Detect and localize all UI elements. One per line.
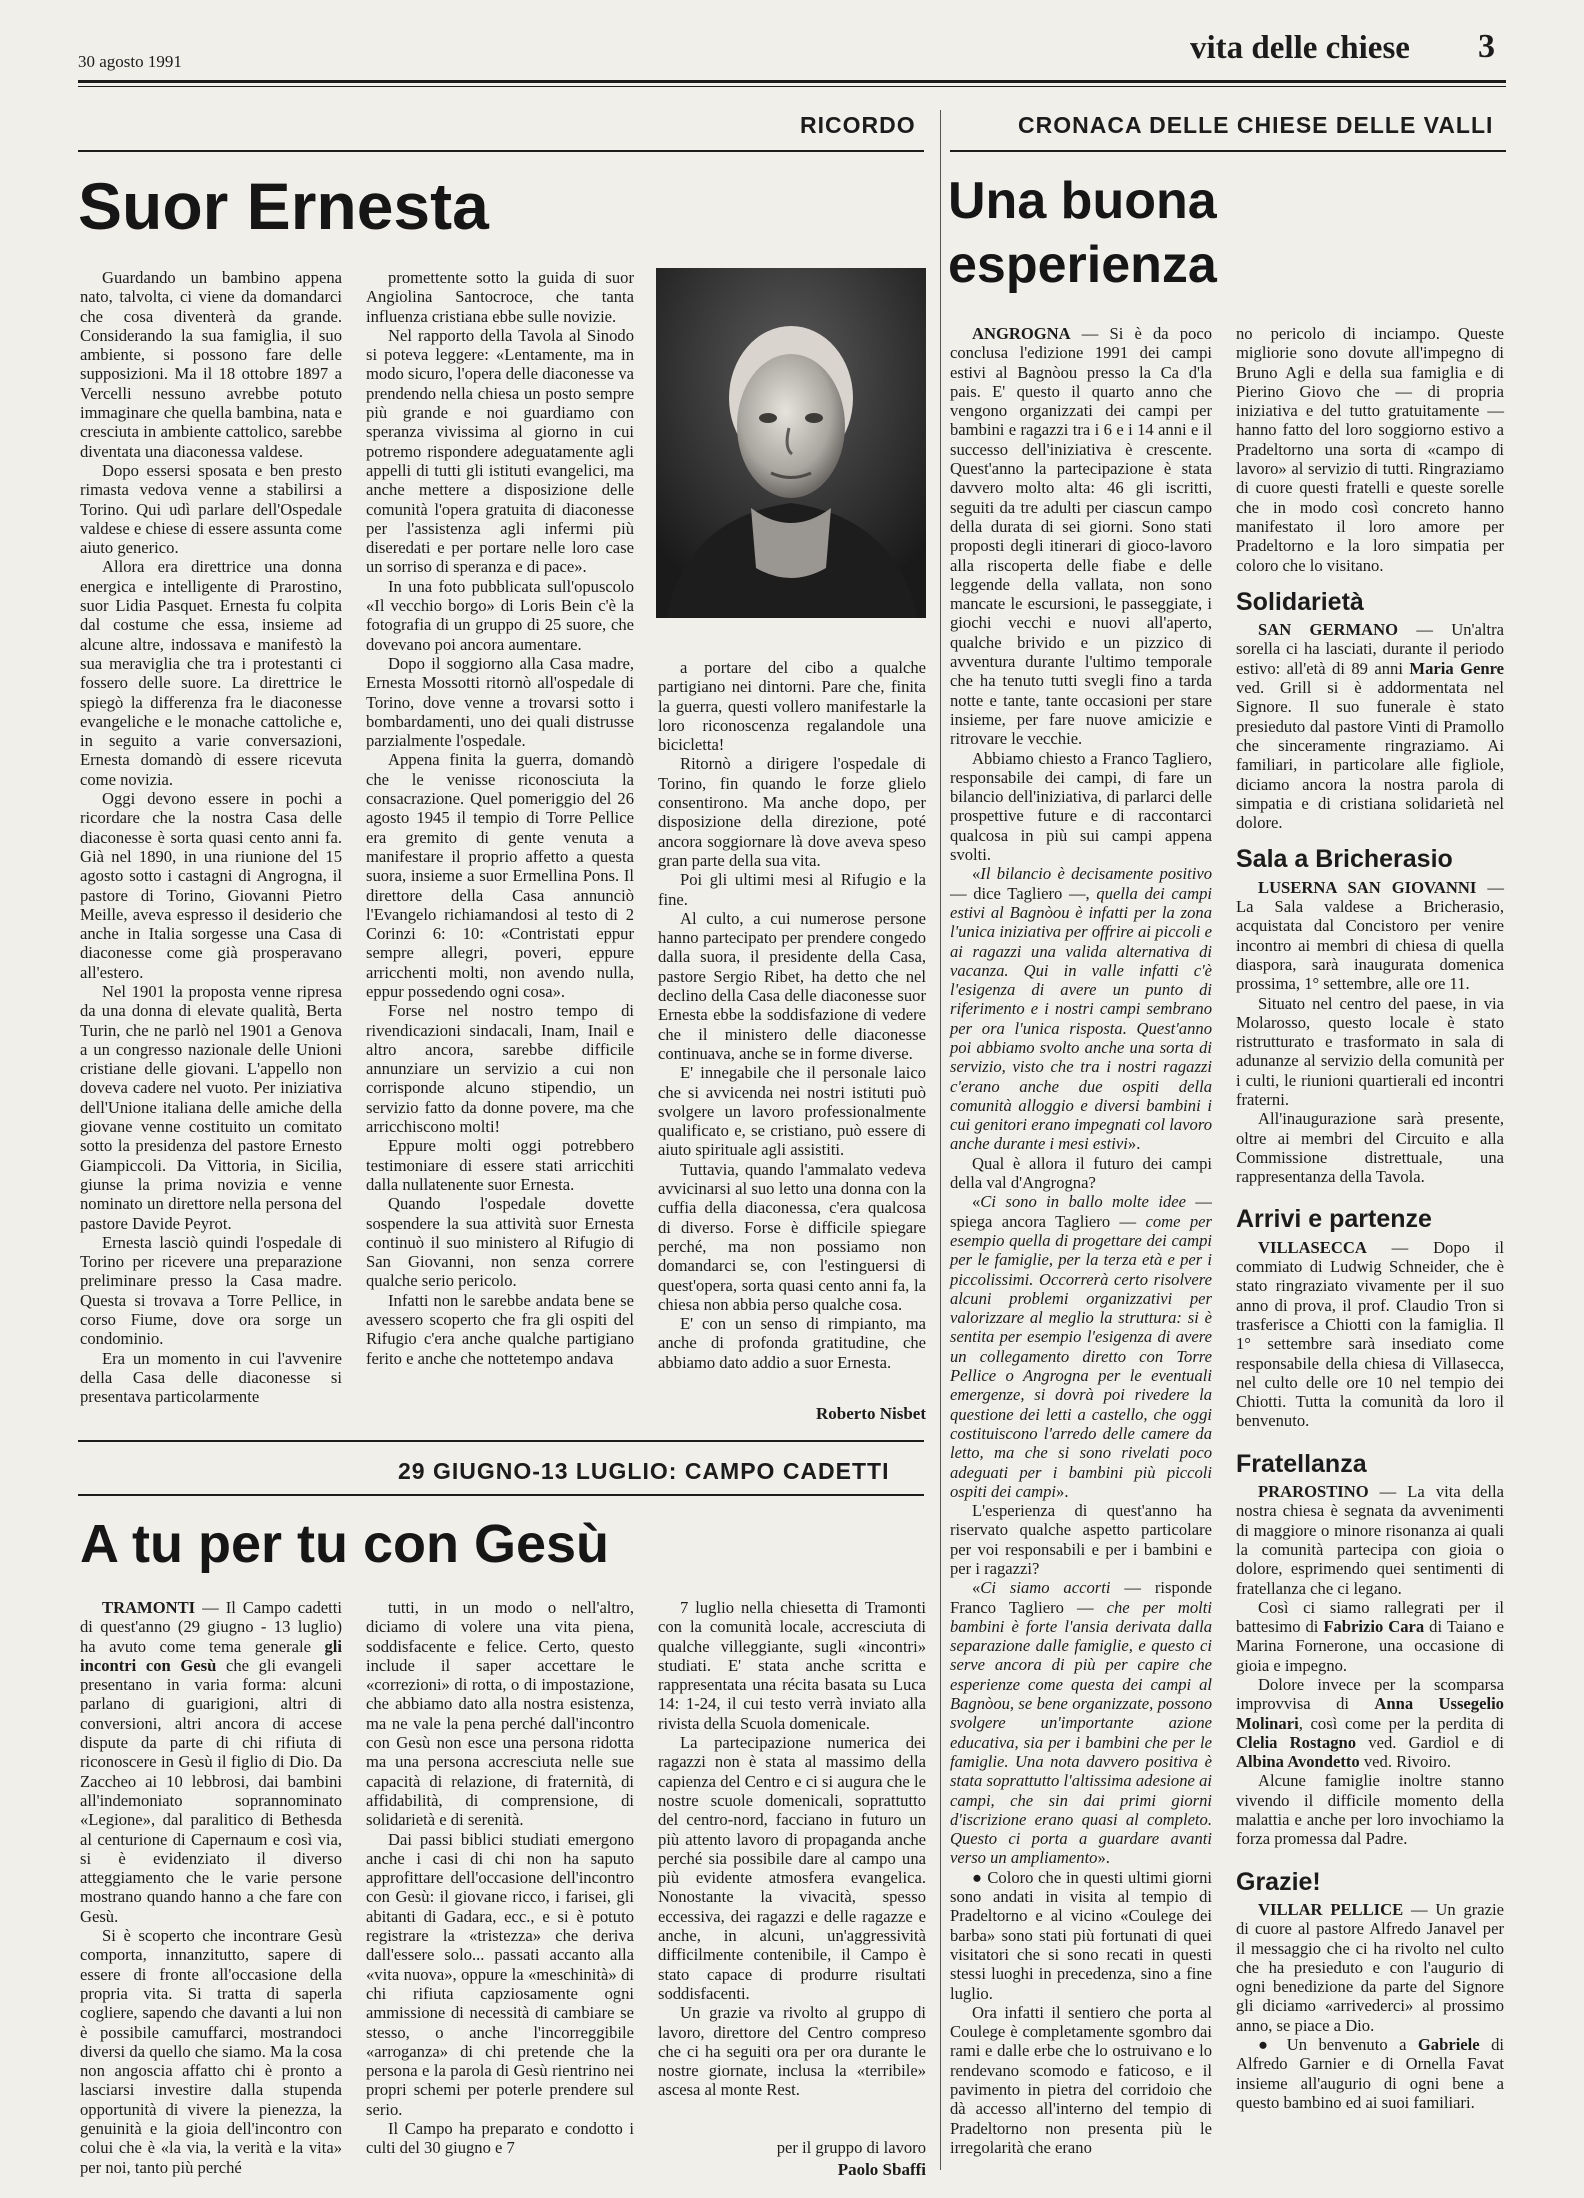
cronaca-paragraph: Abbiamo chiesto a Franco Tagliero, responsabile dei campi, di fare un bilancio dell'iniziativa, di parlarci delle prospettive future e di raccontarci qualcosa in più sui campi appena svolti. — [950, 748, 1212, 865]
grazie-title: Grazie! — [1236, 1867, 1321, 1896]
cronaca-title-line1: Una buona — [948, 172, 1217, 230]
ricordo-paragraph: Forse nel nostro tempo di rivendicazioni sindacali, Inam, Inail e altro ancora, sarebbe difficile annunziare un servizio a cui non corrisponde alcuno stipendio, un servizio fatto da donne povere, ma che arricchiscono molti! — [366, 1001, 634, 1137]
campo-top-rule — [78, 1440, 924, 1442]
cronaca-paragraph: Qual è allora il futuro dei campi della val d'Angrogna? — [950, 1153, 1212, 1193]
ricordo-paragraph: E' innegabile che il personale laico che si avvicenda nei nostri istituti può svolgere un lavoro professionalmente qualificato e, se cristiano, può essere di aiuto spirituale agli assistiti. — [658, 1063, 926, 1160]
cronaca-paragraph: Ora infatti il sentiero che porta al Coulege è completamente sgombro dai rami e dalle erbe che lo ostruivano e lo rendevano scomodo e faticoso, e il pavimento in pietra del corridoio che dà accesso all'interno del tempio di Pradeltorno non presenta più le irregolarità che erano — [950, 2002, 1212, 2157]
cronaca-kicker: CRONACA DELLE CHIESE DELLE VALLI — [1018, 112, 1494, 138]
ricordo-paragraph: Ernesta lasciò quindi l'ospedale di Torino per ricevere una preparazione preliminare presso la Casa madre. Questa si trovava a Torre Pellice, in corso Fiume, dove ora sorge un condominio. — [80, 1232, 342, 1349]
cronaca-paragraph: «Il bilancio è decisamente positivo — dice Tagliero —, quella dei campi estivi al Bagnòou è infatti per la zona l'unica iniziativa per offrire ai piccoli e ai ragazzi una valida alternativa di vacanza. Qui in valle infatti c'è l'esigenza di avere un punto di riferimento e i nostri campi sembrano per ora l'unica risposta. Quest'anno poi abbiamo svolto anche una sorta di servizio, visto che tra i nostri ragazzi c'erano anche due ospiti della comunità alloggio e diversi bambini i cui genitori erano impegnati col lavoro anche durante i mesi estivi». — [950, 864, 1212, 1154]
ricordo-col2 — [366, 268, 634, 1368]
masthead-rule-thin — [78, 86, 1506, 87]
fratellanza-title: Fratellanza — [1236, 1449, 1367, 1478]
ricordo-paragraph: Al culto, a cui numerose persone hanno partecipato per prendere congedo dalla suora, il presidente della Casa, pastore Sergio Ribet, ha detto che nel declino della Casa delle diaconesse suor Ernesta ebbe la soddisfazione di vedere che il ministero delle diaconesse continuava, anche se in forme diverse. — [658, 908, 926, 1063]
campo-kicker-rule — [78, 1494, 924, 1496]
ricordo-signature: Roberto Nisbet — [815, 1404, 926, 1423]
ricordo-paragraph: Quando l'ospedale dovette sospendere la sua attività suor Ernesta continuò il suo ministero al Rifugio di San Giovanni, non senza correre qualche serio pericolo. — [366, 1194, 634, 1291]
cronaca-kicker-rule — [950, 150, 1506, 152]
bricherasio-paragraph: LUSERNA SAN GIOVANNI — La Sala valdese a Bricherasio, acquistata dal Concistoro per venire incontro ai membri di chiesa di quella diaspora, sarà inaugurata domenica prossima, 1° settembre, alle ore 11. — [1236, 877, 1504, 994]
ricordo-paragraph: Poi gli ultimi mesi al Rifugio e la fine. — [658, 870, 926, 909]
campo-paragraph: TRAMONTI — Il Campo cadetti di quest'anno (29 giugno - 13 luglio) ha avuto come tema generale gli incontri con Gesù che gli evangeli presentano in varia forma: alcuni parlano di guarigioni, altri di conversioni, altri ancora di accese dispute da parte di chi rifiuta di riconoscere in Gesù il figlio di Dio. Da Zaccheo ai 10 lebbrosi, dai bambini all'indemoniato soprannominato «Legione», dal paralitico di Bethesda al centurione di Capernaum e così via, si è evidenziato il diverso atteggiamento che le varie persone mostrano quando hanno a che fare con Gesù. — [80, 1598, 342, 1926]
ricordo-paragraph: Guardando un bambino appena nato, talvolta, ci viene da domandarci che cosa diventerà da grande. Considerando la sua famiglia, il suo ambiente, si possono fare delle supposizioni. Ma il 18 ottobre 1897 a Vercelli nessuno avrebbe potuto immaginare che quella bambina, nata e cresciuta in ambiente cattolico, sarebbe diventata una diaconessa valdese. — [80, 268, 342, 461]
campo-paragraph: 7 luglio nella chiesetta di Tramonti con la comunità locale, accresciuta di qualche villeggiante, sugli «incontri» studiati. E' stata anche scritta e rappresentata una récita basata su Luca 14: 1-24, il cui testo verrà inviato alla rivista della Scuola domenicale. — [658, 1598, 926, 1733]
ricordo-paragraph: Nel 1901 la proposta venne ripresa da una donna di elevate qualità, Berta Turin, che ne parlò nel 1901 a Genova a un congresso nazionale delle Unioni cristiane delle giovani. L'appello non doveva cadere nel vuoto. Per iniziativa dell'Unione italiana delle amiche della giovane venne costituito un comitato sotto la presidenza del pastore Ernesto Giampiccoli. Da Vittoria, in Sicilia, giunse la prima novizia e venne nominato un direttore nella persona del pastore Davide Peyrot. — [80, 981, 342, 1233]
cronaca-paragraph: L'esperienza di quest'anno ha riservato qualche aspetto particolare per voi responsabili e per i bambini e per i ragazzi? — [950, 1501, 1212, 1578]
bricherasio-paragraph: Situato nel centro del paese, in via Molarosso, questo locale è stato ristrutturato e trasformato in sala di adunanze al servizio della comunità per i culti, le riunioni quartierali ed incontri fraterni. — [1236, 993, 1504, 1109]
ricordo-paragraph: Tuttavia, quando l'ammalato vedeva avvicinarsi al suo letto una donna con la cuffia della diaconessa, c'era qualcosa di diverso. Forse è difficile spiegare perché, ma non possiamo non domandarci se, con l'estinguersi di quest'opera, sorta quasi cento anni fa, la chiesa non abbia perso qualche cosa. — [658, 1159, 926, 1314]
campo-paragraph: Dai passi biblici studiati emergono anche i casi di chi non ha saputo approfittare dell'occasione dell'incontro con Gesù: il giovane ricco, i farisei, gli abitanti di Gadara, ecc., e si è potuto registrare la «tristezza» che deriva dall'essere solo... passati accanto alla «vita nuova», oppure la «meschinità» di chi rifiuta capziosamente ogni ammissione di necessità di cambiare se stesso, o anche l'incorreggibile «arroganza» di chi pretende che la persona e la parola di Gesù rientrino nei propri schemi per poterle prendere sul serio. — [366, 1829, 634, 2119]
ricordo-paragraph: Ritornò a dirigere l'ospedale di Torino, fin quando le forze glielo consentirono. Ma anche dopo, per disposizione della direzione, poté ancora soggiornare là dove aveva speso gran parte della sua vita. — [658, 754, 926, 870]
ricordo-paragraph: a portare del cibo a qualche partigiano nei dintorni. Pare che, finita la guerra, questi vollero manifestarle la loro riconoscenza regalandole una bicicletta! — [658, 658, 926, 755]
ricordo-paragraph: Infatti non le sarebbe andata bene se avessero scoperto che fra gli ospiti del Rifugio c'era anche qualche partigiano ferito e anche che nottetempo andava — [366, 1290, 634, 1368]
campo-paragraph: Il Campo ha preparato e condotto i culti del 30 giugno e 7 — [366, 2119, 634, 2158]
arrivi-title: Arrivi e partenze — [1236, 1205, 1432, 1234]
solidarieta-paragraph: SAN GERMANO — Un'altra sorella ci ha lasciati, durante il periodo estivo: all'età di 89 anni Maria Genre ved. Grill si è addormentata nel Signore. Il suo funerale è stato presieduto dal pastore Vinti di Pramollo che sinceramente ringraziamo. Ai familiari, in particolare alle figliole, diciamo ancora la nostra parola di simpatia e di cristiana solidarietà nel dolore. — [1236, 620, 1505, 833]
fratellanza-paragraph: Dolore invece per la scomparsa improvvisa di Anna Ussegelio Molinari, così come per la perdita di Clelia Rostagno ved. Gardiol e di Albina Avondetto ved. Rivoiro. — [1236, 1675, 1504, 1772]
campo-paragraph: tutti, in un modo o nell'altro, diciamo di volere una vita piena, soddisfacente e felice. Certo, questo include il saper accettare le «correzioni» di rotta, o di impostazione, che abbiamo dato alla nostra esistenza, ma ne vale la pena perché dall'incontro con Gesù non esce una persona ridotta ma una persona accresciuta nelle sue capacità di relazione, di fraternità, di affidabilità, di comprensione, di solidarietà e di serenità. — [366, 1598, 634, 1830]
ricordo-paragraph: Eppure molti oggi potrebbero testimoniare di essere stati arricchiti dalla nullatenente suor Ernesta. — [366, 1136, 634, 1194]
ricordo-paragraph: Appena finita la guerra, domandò che le venisse riconosciuta la consacrazione. Quel pomeriggio del 26 agosto 1945 il tempio di Torre Pellice era gremito di gente venuta a manifestare il proprio affetto a questa suora, insieme a suor Ermellina Pons. Il direttore della Casa annunciò l'Evangelo richiamandosi al testo di 2 Corinzi 6: 10: «Contristati eppur sempre allegri, poveri, eppure arricchenti molti, non avendo nulla, eppur possedendo ogni cosa». — [366, 750, 634, 1001]
grazie-paragraph: ● Un benvenuto a Gabriele di Alfredo Garnier e di Ornella Favat insieme all'augurio di ogni bene a questo bambino ed ai suoi familiari. — [1236, 2035, 1504, 2112]
page-number: 3 — [1478, 28, 1495, 65]
campo-col1 — [80, 1598, 342, 2177]
campo-signature-line2: Paolo Sbaffi — [837, 2160, 926, 2179]
ricordo-paragraph: Dopo essersi sposata e ben presto rimasta vedova venne a stabilirsi a Torino. Qui udì parlare dell'Ospedale valdese e chiese di essere assunta come aiuto generico. — [80, 460, 342, 558]
ricordo-paragraph: In una foto pubblicata sull'opuscolo «Il vecchio borgo» di Loris Bein c'è la fotografia di un gruppo di 25 suore, che dovevano poi ancora aumentare. — [366, 576, 634, 654]
campo-kicker: 29 GIUGNO-13 LUGLIO: CAMPO CADETTI — [398, 1458, 890, 1484]
fratellanza-paragraph: Alcune famiglie inoltre stanno vivendo il difficile momento della malattia e anche per loro invochiamo la forza promessa dal Padre. — [1236, 1771, 1504, 1849]
arrivi-paragraph: VILLASECCA — Dopo il commiato di Ludwig Schneider, che è stato ringraziato vivamente per il suo anno di prova, il prof. Claudio Tron si trasferisce a Chiotti con la famiglia. Il 1° settembre sarà insediato come responsabile della chiesa di Villasecca, nel culto delle ore 10 nel tempio dei Chiotti. Tutta la comunità da loro il benvenuto. — [1236, 1237, 1504, 1431]
ricordo-col1 — [80, 268, 342, 1407]
ricordo-col3 — [658, 658, 926, 1372]
ricordo-paragraph: Allora era direttrice una donna energica e intelligente di Prarostino, suor Lidia Pasquet. Ernesta fu colpita dal costume che essa, insieme ad alcune altre, indossava e manifestò la sua meraviglia che tra i protestanti ci fossero delle suore. La direttrice le spiegò la differenza fra le diaconesse evangeliche e le monache cattoliche e, in seguito a varie conversazioni, Ernesta domandò di essere ricevuta come novizia. — [80, 557, 342, 789]
campo-signature-line1: per il gruppo di lavoro — [776, 2138, 926, 2157]
campo-title: A tu per tu con Gesù — [80, 1514, 610, 1574]
campo-paragraph: Si è scoperto che incontrare Gesù comporta, innanzitutto, sapere di essere di fronte all'occasione della propria vita. Si tratta di saperla cogliere, sapendo che davanti a lui non è possibile camuffarci, mostrandoci diversi da quello che siamo. Ma la cosa non angoscia affatto chi è pronto a lasciarsi investire dalla stupenda opportunità di vivere la pienezza, la genuinità e la gioia dell'incontro con colui che è «la via, la verità e la vita» per noi, tanto più perché — [80, 1926, 342, 2177]
ricordo-kicker-rule — [78, 150, 924, 152]
ricordo-paragraph: promettente sotto la guida di suor Angiolina Santocroce, che tanta influenza cristiana ebbe sulle novizie. — [366, 268, 634, 326]
ricordo-paragraph: Oggi devono essere in pochi a ricordare che la nostra Casa delle diaconesse è sorta quasi cento anni fa. Già nel 1890, in una riunione del 15 agosto sotto i castagni di Angrogna, il pastore di Torino, Giovanni Pietro Meille, aveva espresso il desiderio che anche in Italia sorgesse una Casa di diaconesse come già prosperavano all'estero. — [80, 789, 342, 982]
cronaca-col2-intro: no pericolo di inciampo. Queste migliorie sono dovute all'impegno di Bruno Agli e della sua famiglia e di Pierino Giovo che — di propria iniziativa e del tutto gratuitamente — hanno fatto del loro soggiorno estivo a Pradeltorno una sorta di «campo di lavoro» al servizio di tutti. Ringraziamo di cuore questi fratelli e queste sorelle che in modo così concreto hanno manifestato il loro amore per Pradeltorno e la loro simpatia per coloro che lo visitano. — [1236, 324, 1504, 575]
masthead-section: vita delle chiese — [1190, 30, 1410, 66]
campo-col3 — [658, 1598, 926, 2100]
bricherasio-title: Sala a Bricherasio — [1236, 845, 1453, 874]
ricordo-paragraph: Dopo il soggiorno alla Casa madre, Ernesta Mossotti ritornò all'ospedale di Torino, dove venne a trovarsi sotto i bombardamenti, uno dei quali distrusse parzialmente l'ospedale. — [366, 653, 634, 751]
portrait-photo — [656, 268, 926, 618]
cronaca-paragraph: ANGROGNA — Si è da poco conclusa l'edizione 1991 dei campi estivi al Bagnòou presso la Ca d'la pais. E' questo il quarto anno che vengono organizzati dei campi per bambini e ragazzi tra i 6 e i 14 anni e il successo dell'iniziativa è crescente. Quest'anno la partecipazione è stata davvero molto alta: 46 gli iscritti, seguiti da tre adulti per ciascun campo della durata di sei giorni. Sono stati proposti degli itinerari di gioco-lavoro alla riscoperta delle fiabe e delle leggende della vallata, non sono mancate le escursioni, le passeggiate, i giochi vecchi e nuovi all'aperto, qualche brivido e un pizzico di avventura durante l'ultimo temporale che ha tenuto tutti svegli fino a tarda notte e tante, tante occasioni per stare insieme, per fare nuove amicizie e ritrovare le vecchie. — [950, 324, 1212, 749]
portrait-icon — [656, 268, 926, 618]
ricordo-paragraph: E' con un senso di rimpianto, ma anche di profonda gratitudine, che abbiamo dato addio a suor Ernesta. — [658, 1314, 926, 1372]
cronaca-paragraph: «Ci siamo accorti — risponde Franco Tagliero — che per molti bambini è forte l'ansia derivata dalla separazione dalle famiglie, e questo ci serve ancora di più per capire che esperienze come questa dei campi al Bagnòou, se bene organizzate, possono svolgere un'importante azione educativa, sia per i bambini che per le famiglie. Una nota davvero positiva è stata soprattutto l'altissima adesione ai campi, che sin dai primi giorni d'iscrizione erano quasi al completo. Questo ci porta a guardare avanti verso un ampliamento». — [950, 1578, 1212, 1868]
cronaca-title-line2: esperienza — [948, 236, 1217, 294]
masthead-rule — [78, 80, 1506, 83]
campo-paragraph: Un grazie va rivolto al gruppo di lavoro, direttore del Centro compreso che ci ha seguiti ora per ora durante le nostre giornate, inclusa la «terribile» ascesa al monte Rest. — [658, 2003, 926, 2100]
ricordo-kicker: RICORDO — [800, 112, 916, 138]
cronaca-col1 — [950, 324, 1212, 2157]
cronaca-paragraph: ● Coloro che in questi ultimi giorni sono andati in visita al tempio di Pradeltorno e al vicino «Coulege dei barba» sono stati più fortunati di quei visitatori che si sono recati in questi stessi luoghi in precedenza, sino a fine luglio. — [950, 1867, 1212, 2003]
cronaca-paragraph: «Ci sono in ballo molte idee — spiega ancora Tagliero — come per esempio quella di progettare dei campi per le famiglie, per la terza età e per i piccolissimi. Occorrerà certo risolvere alcuni problemi organizzativi per valorizzare al meglio la struttura: si è sentita per esempio l'esigenza di avere un collegamento diretto con Torre Pellice o Angrogna per le eventuali emergenze, si dovrà poi rivedere la questione dei letti a castello, che oggi costituiscono l'arredo delle camere da letto, ma che si sono rivelati poco adeguati per i bambini più piccoli ospiti dei campi». — [950, 1192, 1212, 1501]
bricherasio-paragraph: All'inaugurazione sarà presente, oltre ai membri del Circuito e alla Commissione distrettuale, una rappresentanza della Tavola. — [1236, 1109, 1504, 1187]
campo-paragraph: La partecipazione numerica dei ragazzi non è stata al massimo della capienza del Centro e ci si augura che le nostre scuole domenicali, soprattutto del centro-nord, facciano in futuro un più attento lavoro di propaganda anche perché sia possibile dare al campo una più evidente atmosfera evangelica. Nonostante la vivacità, spesso eccessiva, dei ragazzi e delle ragazze e anche, in alcuni, un'aggressività difficilmente contenibile, il Campo è stato capace di produrre risultati soddisfacenti. — [658, 1733, 926, 2003]
masthead-date: 30 agosto 1991 — [78, 52, 182, 71]
solidarieta-title: Solidarietà — [1236, 587, 1364, 616]
grazie-paragraph: VILLAR PELLICE — Un grazie di cuore al pastore Alfredo Janavel per il messaggio che ci ha rivolto nel culto che ha presieduto e con l'augurio di ogni benedizione da parte del Signore gli diciamo «arrivederci» al prossimo anno, se piace a Dio. — [1236, 1899, 1504, 2035]
fratellanza-paragraph: Così ci siamo rallegrati per il battesimo di Fabrizio Cara di Taiano e Marina Fornerone, una occasione di gioia e impegno. — [1236, 1597, 1504, 1675]
fratellanza-paragraph: PRAROSTINO — La vita della nostra chiesa è segnata da avvenimenti di maggiore o minore risonanza ai quali la comunità partecipa con gioia o dolore, esprimendo quei sentimenti di fratellanza che ci legano. — [1236, 1482, 1504, 1598]
campo-col2 — [366, 1598, 634, 2158]
cronaca-col2 — [1236, 324, 1504, 2112]
column-divider — [940, 110, 941, 2170]
ricordo-paragraph: Nel rapporto della Tavola al Sinodo si poteva leggere: «Lentamente, ma in modo sicuro, l'opera delle diaconesse va prendendo nella chiesa un posto sempre più grande e noi guardiamo con speranza vivissima al giorno in cui potremo rispondere adeguatamente agli appelli di tutti gli istituti evangelici, ma anche mettere a disposizione delle comunità l'opera gratuita di diaconesse per l'assistenza agli infermi più diseredati e per portare nelle loro case un sorriso di speranza e di pace». — [366, 325, 634, 577]
ricordo-title: Suor Ernesta — [78, 169, 489, 243]
ricordo-paragraph: Era un momento in cui l'avvenire della Casa delle diaconesse si presentava particolarmente — [80, 1348, 342, 1407]
